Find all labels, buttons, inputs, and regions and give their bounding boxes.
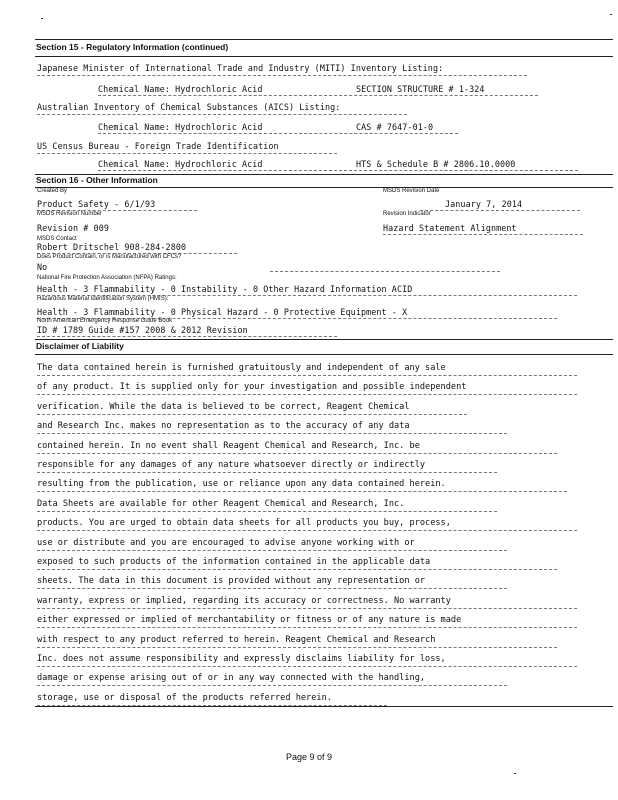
aics-heading: Australian Inventory of Chemical Substances (AICS) Listing:	[37, 102, 341, 112]
scan-speck	[41, 18, 43, 19]
disclaimer-top-rule	[35, 339, 613, 340]
disclaimer-line: responsible for any damages of any nature whatsoever directly or indirectly	[37, 460, 426, 470]
disclaimer-line: products. You are urged to obtain data sheets for all products you buy, process,	[37, 518, 451, 529]
disclaimer-line: resulting from the publication, use or reliance upon any data contained herein.	[37, 479, 446, 490]
contact-value: Robert Dritschel 908-284-2800	[37, 242, 187, 252]
nfpa-label: National Fire Protection Association (NFPA) Ratings:	[37, 275, 177, 281]
disclaimer-line-underline	[37, 588, 507, 589]
miti-chemical-name: Chemical Name: Hydrochloric Acid	[98, 84, 263, 94]
section16-rule	[35, 187, 613, 188]
revision-date-label: MSDS Revision Date	[383, 188, 440, 194]
disclaimer-line: verification. While the data is believed to be correct, Reagent Chemical	[37, 401, 410, 412]
section15-rule	[35, 56, 613, 57]
contact-label: MSDS Contact	[37, 236, 77, 242]
revision-indicator-value: Hazard Statement Alignment	[383, 223, 517, 233]
disclaimer-rule	[35, 354, 613, 355]
disclaimer-line: and Research Inc. makes no representation as to the accuracy of any data	[37, 421, 410, 432]
disclaimer-line: either expressed or implied of merchantability or fitness or of any nature is made	[37, 615, 462, 626]
disclaimer-line-underline	[37, 491, 567, 492]
aics-chemical-underline	[98, 133, 458, 134]
aics-chemical-name: Chemical Name: Hydrochloric Acid	[98, 122, 263, 132]
disclaimer-line-underline	[37, 550, 507, 551]
disclaimer-line: Inc. does not assume responsibility and expressly disclaims liability for loss,	[37, 654, 446, 664]
disclaimer-header: Disclaimer of Liability	[36, 341, 124, 351]
scan-speck	[610, 14, 612, 15]
erg-underline	[37, 336, 337, 337]
disclaimer-line: of any product. It is supplied only for your investigation and possible independent	[37, 382, 467, 393]
disclaimer-line: with respect to any product referred to herein. Reagent Chemical and Research	[37, 634, 436, 645]
scan-speck	[514, 773, 516, 774]
miti-heading: Japanese Minister of International Trade and Industry (MITI) Inventory Listing:	[37, 63, 444, 73]
disclaimer-line: damage or expense arising out of or in any way connected with the handling,	[37, 673, 426, 684]
miti-chemical-underline	[98, 95, 538, 96]
revision-date-underline	[420, 210, 580, 211]
revision-indicator-underline	[383, 234, 583, 235]
disclaimer-line: The data contained herein is furnished gratuitously and independent of any sale	[37, 363, 446, 373]
hmis-label: Hazardous Material Identification System (HMIS):	[37, 296, 169, 302]
disclaimer-line-underline	[37, 511, 497, 512]
census-underline	[37, 153, 337, 154]
revision-indicator-label: Revision Indicator	[383, 211, 431, 217]
top-rule	[35, 39, 613, 40]
aics-underline	[37, 114, 407, 115]
section16-header: Section 16 - Other Information	[36, 175, 158, 185]
revision-number-label: MSDS Revision Number	[37, 211, 103, 217]
disclaimer-line-underline	[37, 472, 497, 473]
created-by-label: Created By	[37, 188, 68, 194]
disclaimer-line-underline	[37, 666, 577, 667]
disclaimer-line-underline	[37, 433, 507, 434]
census-chemical-underline	[98, 170, 578, 171]
disclaimer-line-underline	[37, 375, 577, 376]
disclaimer-line: contained herein. In no event shall Reagent Chemical and Research, Inc. be	[37, 440, 420, 451]
disclaimer-line-underline	[37, 569, 557, 570]
cfc-label: Does Product Contain, or is Manufactured with CFCs?	[37, 254, 182, 260]
disclaimer-line: Data Sheets are available for other Reagent Chemical and Research, Inc.	[37, 498, 405, 509]
nfpa-value: Health - 3 Flammability - 0 Instability - 0 Other Hazard Information ACID	[37, 284, 413, 294]
hmis-value: Health - 3 Flammability - 0 Physical Hazard - 0 Protective Equipment - X	[37, 307, 408, 317]
disclaimer-line: storage, use or disposal of the products referred herein.	[37, 692, 332, 703]
page-number: Page 9 of 9	[285, 752, 333, 762]
disclaimer-line: exposed to such products of the information contained in the applicable data	[37, 557, 431, 567]
disclaimer-line-underline	[37, 647, 557, 648]
cfc-underline	[270, 271, 500, 272]
disclaimer-bottom-rule	[35, 706, 613, 707]
disclaimer-line-underline	[37, 608, 577, 609]
created-by-value: Product Safety - 6/1/93	[37, 199, 156, 209]
cfc-value: No	[37, 262, 48, 272]
disclaimer-line-underline	[37, 394, 577, 395]
revision-number-value: Revision # 009	[37, 223, 109, 233]
erg-value: ID # 1789 Guide #157 2008 & 2012 Revision	[37, 325, 248, 335]
disclaimer-line-underline	[37, 627, 577, 628]
disclaimer-line: sheets. The data in this document is provided without any representation or	[37, 576, 426, 587]
census-hts-number: HTS & Schedule B # 2806.10.0000	[356, 159, 516, 169]
section15-header: Section 15 - Regulatory Information (continued)	[36, 42, 229, 52]
miti-structure-number: SECTION STRUCTURE # 1-324	[356, 84, 485, 94]
disclaimer-line-underline	[37, 530, 577, 531]
disclaimer-line: warranty, express or implied, regarding its accuracy or correctness. No warranty	[37, 595, 451, 606]
disclaimer-line-underline	[37, 414, 467, 415]
disclaimer-line-underline	[37, 453, 557, 454]
erg-label: North American Emergency Response Guide Book	[37, 318, 173, 324]
census-chemical-name: Chemical Name: Hydrochloric Acid	[98, 159, 263, 169]
disclaimer-line: use or distribute and you are encouraged to advise anyone working with or	[37, 537, 415, 548]
disclaimer-line-underline	[37, 685, 507, 686]
aics-cas-number: CAS # 7647-01-0	[356, 122, 434, 132]
revision-date-value: January 7, 2014	[445, 199, 523, 209]
census-heading: US Census Bureau - Foreign Trade Identification	[37, 141, 279, 151]
miti-underline	[37, 75, 527, 76]
